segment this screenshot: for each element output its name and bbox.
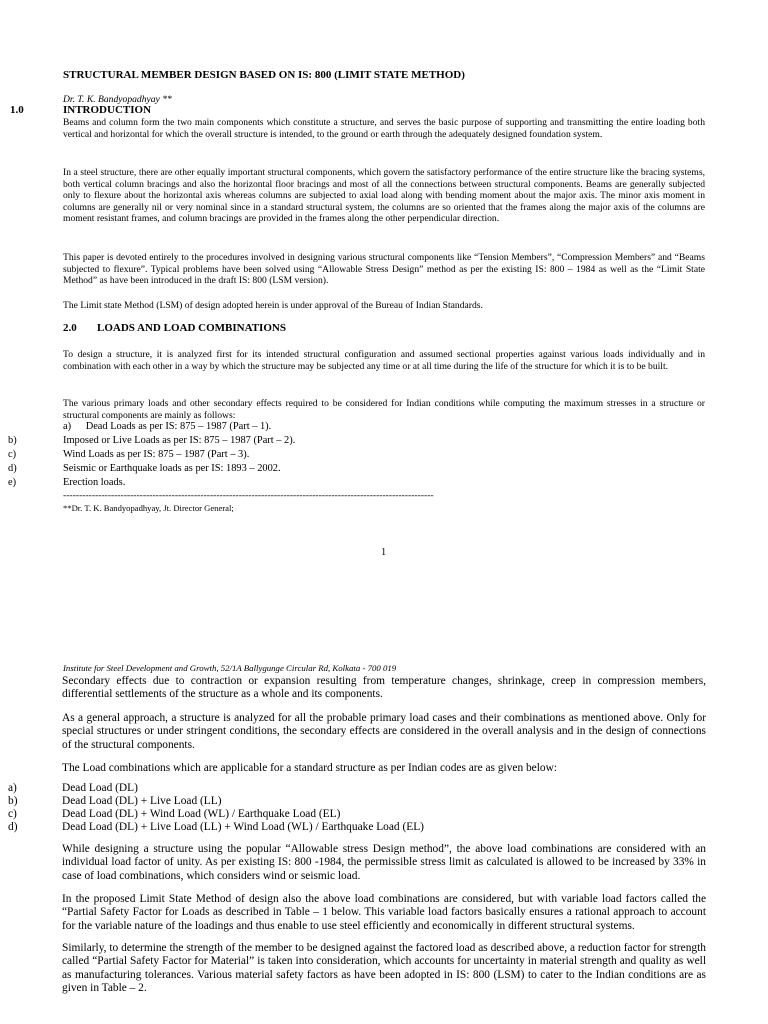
load-list-text: Erection loads. bbox=[63, 477, 126, 488]
combo-list-text: Dead Load (DL) + Live Load (LL) + Wind Load (WL) / Earthquake Load (EL) bbox=[62, 821, 424, 833]
author-line: Dr. T. K. Bandyopadhyay ** bbox=[63, 94, 172, 105]
load-list-label: b) bbox=[8, 435, 17, 446]
load-list-text: Dead Loads as per IS: 875 – 1987 (Part – 1). bbox=[85, 421, 272, 432]
load-list-label: a) bbox=[63, 421, 72, 432]
combo-list-text: Dead Load (DL) bbox=[62, 782, 138, 794]
loads-paragraph-1: To design a structure, it is analyzed first for its intended structural configuration and assumed sectional properties against various loads individually and in combination with each other in a way by which the structure may be subjected any time or at all time during the life of the structure for which it is to be built. bbox=[63, 349, 705, 372]
load-combinations-intro: The Load combinations which are applicable for a standard structure as per Indian codes are as given below: bbox=[62, 762, 557, 774]
allowable-stress-paragraph: While designing a structure using the popular “Allowable stress Design method”, the above load combinations are considered with an individual load factor of unity. As per existing IS: 800 -1984, the permissible stress limit as calculated is allowed to be increased by 33% in case of load combinations, which considers wind or seismic load. bbox=[62, 843, 706, 882]
combo-list-text: Dead Load (DL) + Wind Load (WL) / Earthquake Load (EL) bbox=[62, 808, 341, 820]
section-1-number: 1.0 bbox=[10, 104, 24, 116]
material-safety-paragraph: Similarly, to determine the strength of the member to be designed against the factored load as described above, a reduction factor for strength called “Partial Safety Factor for Material” is taken into consideration, which accounts for uncertainty in material strength and quality as well as manufacturing tolerances. Various material safety factors as have been adopted in IS: 800 (LSM) to cater to the Indian conditions are as given in Table – 2. bbox=[62, 942, 706, 995]
intro-paragraph-4: The Limit state Method (LSM) of design adopted herein is under approval of the Bureau of Indian Standards. bbox=[63, 300, 483, 311]
load-list-label: e) bbox=[8, 477, 17, 488]
loads-paragraph-2: The various primary loads and other secondary effects required to be considered for Indian conditions while computing the maximum stresses in a structure or structural components are mainly as follows: bbox=[63, 398, 705, 421]
load-list-label: c) bbox=[8, 449, 17, 460]
combo-list-label: d) bbox=[8, 821, 18, 833]
footnote-separator: -------------------------------------------------------------------------------------------------------------------- bbox=[63, 490, 434, 501]
section-2-number: 2.0 bbox=[63, 322, 77, 334]
load-list-text: Seismic or Earthquake loads as per IS: 1893 – 2002. bbox=[63, 463, 281, 474]
load-list-item bbox=[63, 420, 271, 434]
institute-footer: Institute for Steel Development and Growth, 52/1A Ballygunge Circular Rd, Kolkata - 700 019 bbox=[63, 663, 397, 673]
combo-list-label: c) bbox=[8, 808, 17, 820]
load-list-text: Wind Loads as per IS: 875 – 1987 (Part – 3). bbox=[63, 449, 250, 460]
limit-state-paragraph: In the proposed Limit State Method of design also the above load combinations are considered, but with variable load factors called the “Partial Safety Factor for Loads as described in Table – 1 below. This variable load factors basically ensures a rational approach to account for the variable nature of the loadings and thus enable to use steel efficiently and economically in different structural systems. bbox=[62, 893, 706, 932]
section-1-title: INTRODUCTION bbox=[63, 104, 152, 116]
document-title: STRUCTURAL MEMBER DESIGN BASED ON IS: 800 (LIMIT STATE METHOD) bbox=[63, 69, 465, 81]
section-2-title: LOADS AND LOAD COMBINATIONS bbox=[97, 322, 286, 334]
combo-list-label: a) bbox=[8, 782, 17, 794]
page-number: 1 bbox=[381, 547, 387, 558]
secondary-effects-paragraph: Secondary effects due to contraction or expansion resulting from temperature changes, shrinkage, creep in compression members, differential settlements of the structure as a whole and its components. bbox=[62, 675, 706, 701]
combo-list-label: b) bbox=[8, 795, 18, 807]
combo-list-text: Dead Load (DL) + Live Load (LL) bbox=[62, 795, 222, 807]
intro-paragraph-1: Beams and column form the two main components which constitute a structure, and serves the basic purpose of supporting and transmitting the entire loading both vertical and horizontal for which the overall structure is intended, to the ground or earth through the adequately designed foundation system. bbox=[63, 117, 705, 140]
load-list-label: d) bbox=[8, 463, 17, 474]
general-approach-paragraph: As a general approach, a structure is analyzed for all the probable primary load cases and their combinations as mentioned above. Only for special structures or under stringent conditions, the secondary effects are considered in the overall analysis and in the design of connections of the structural components. bbox=[62, 712, 706, 751]
intro-paragraph-2: In a steel structure, there are other equally important structural components, which govern the satisfactory performance of the entire structure like the bracing systems, both vertical column bracings and also the horizontal floor bracings and most of all the connections between structural components. Beams are generally subjected only to flexure about the horizontal axis whereas columns are subjected to axial load along with bending moment about the major axis. The minor axis moment in columns are generally nil or very nominal since in a standard structural system, the columns are so oriented that the frames along the major axis of the columns are moment resistant frames, and column bracings are provided in the frames along the other perpendicular direction. bbox=[63, 167, 705, 225]
load-list-text: Imposed or Live Loads as per IS: 875 – 1987 (Part – 2). bbox=[63, 435, 296, 446]
footnote: **Dr. T. K. Bandyopadhyay, Jt. Director General; bbox=[63, 503, 234, 513]
intro-paragraph-3: This paper is devoted entirely to the procedures involved in designing various structural components like “Tension Members”, “Compression Members” and “Beams subjected to flexure”. Typical problems have been solved using “Allowable Stress Design” method as per the existing IS: 800 – 1984 as well as the “Limit State Method” as have been introduced in the draft IS: 800 (LSM version). bbox=[63, 252, 705, 287]
